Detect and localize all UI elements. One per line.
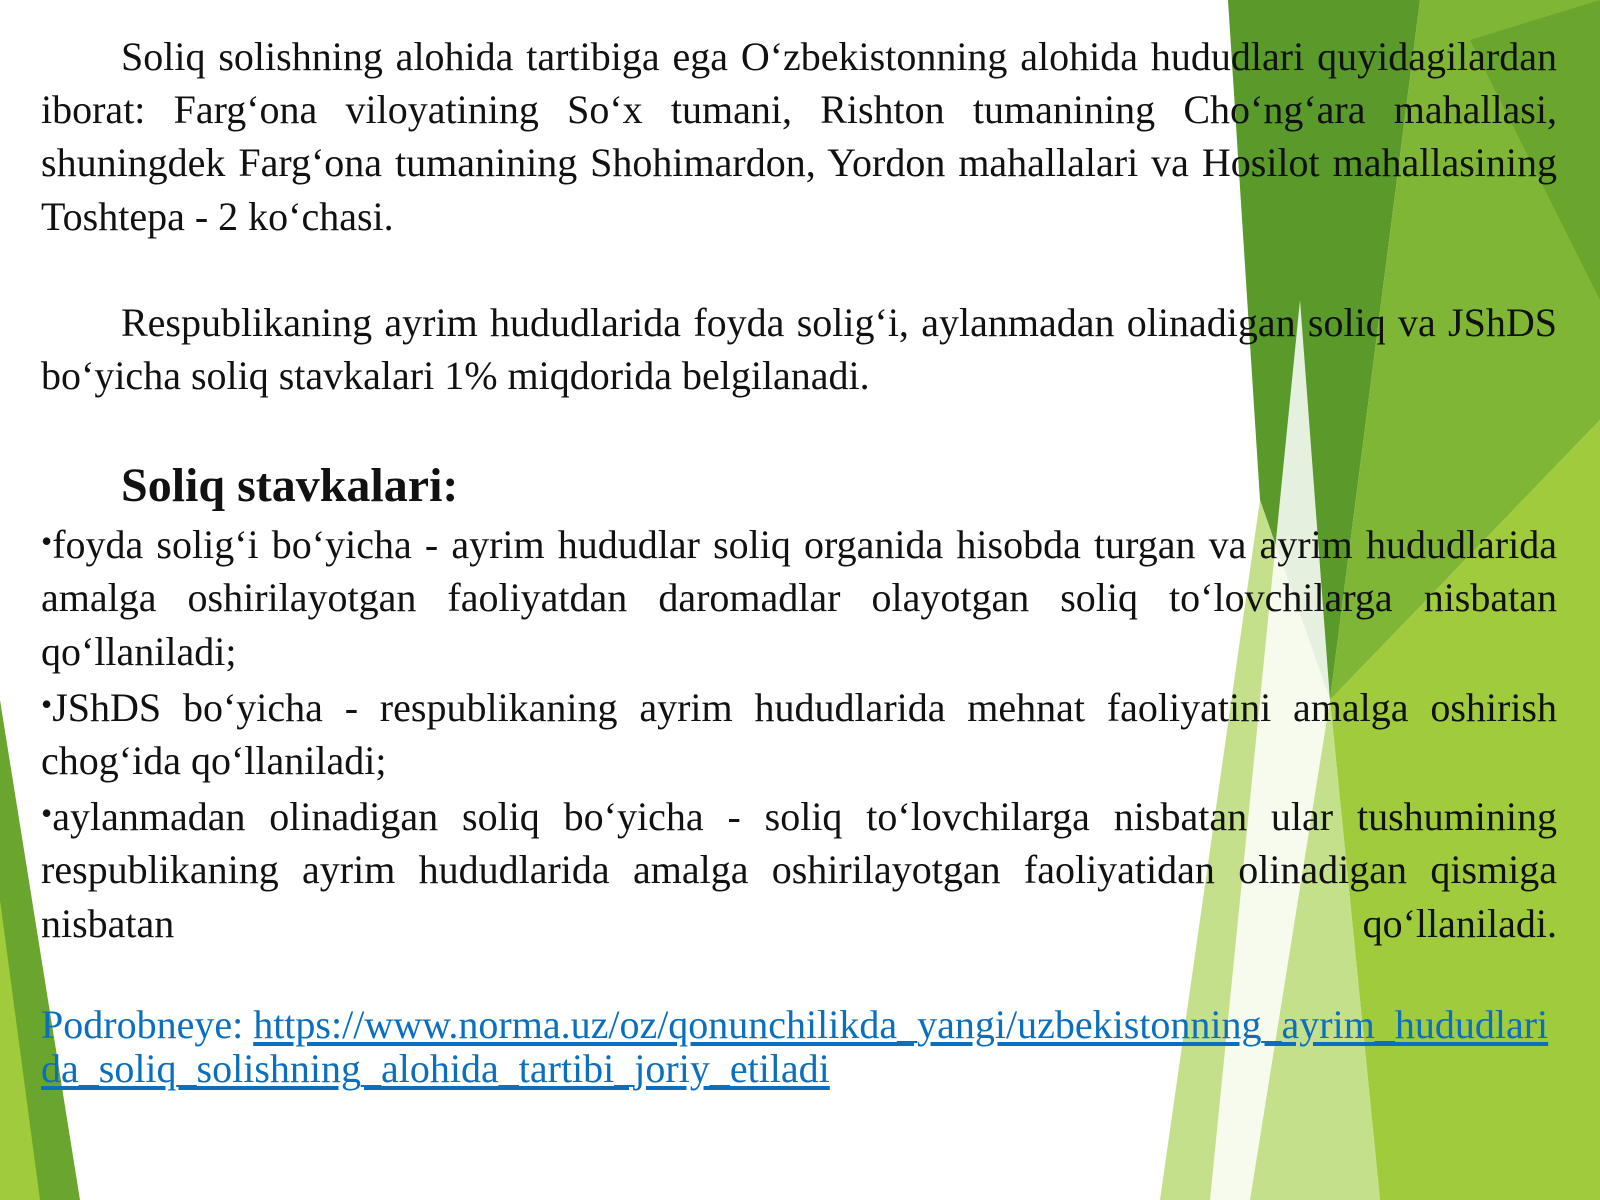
bullet-item-profit-tax bbox=[41, 515, 1557, 678]
bullet-text: foyda solig‘i bo‘yicha - ayrim hududlar soliq organida hisobda turgan va ayrim hududlarida amalga oshirilayotgan faoliyatdan daromadlar olayotgan soliq to‘lovchilarga nisbatan qo‘llaniladi; bbox=[41, 522, 1557, 674]
bullet-marker: • bbox=[41, 523, 53, 560]
slide-text-block bbox=[41, 30, 1557, 1091]
source-reference bbox=[41, 1003, 1557, 1091]
section-heading: Soliq stavkalari: bbox=[121, 459, 459, 513]
bullet-marker: • bbox=[41, 795, 53, 832]
bullet-marker: • bbox=[41, 685, 53, 722]
paragraph-special-regions: Soliq solishning alohida tartibiga ega O‘zbekistonning alohida hududlari quyidagilardan iborat: Farg‘ona viloyatining So‘x tumani, Rishton tumanining Cho‘ng‘ara mahallasi, shuningdek Farg‘ona tumanining Shohimardon, Yordon mahallalari va Hosilot mahallasining Toshtepa - 2 ko‘chasi. bbox=[41, 34, 1557, 239]
bullet-item-income-tax bbox=[41, 678, 1557, 787]
source-label: Podrobneye: bbox=[41, 1001, 254, 1047]
bullet-text: aylanmadan olinadigan soliq bo‘yicha - soliq to‘lovchilarga nisbatan ular tushumining respublikaning ayrim hududlarida amalga oshirilayotgan faoliyatidan olinadigan qismiga nisbatan qo‘llaniladi. bbox=[41, 794, 1557, 946]
source-link[interactable]: https://www.norma.uz/oz/qonunchilikda_yangi/uzbekistonning_ayrim_hududlarida_soliq_solishning_alohida_tartibi_joriy_etiladi bbox=[41, 1001, 1549, 1091]
bullet-item-turnover-tax bbox=[41, 787, 1557, 950]
paragraph-tax-rates: Respublikaning ayrim hududlarida foyda solig‘i, aylanmadan olinadigan soliq va JShDS bo‘yicha soliq stavkalari 1% miqdorida belgilanadi. bbox=[41, 299, 1557, 399]
bullet-text: JShDS bo‘yicha - respublikaning ayrim hududlarida mehnat faoliyatini amalga oshirish chog‘ida qo‘llaniladi; bbox=[41, 684, 1557, 784]
